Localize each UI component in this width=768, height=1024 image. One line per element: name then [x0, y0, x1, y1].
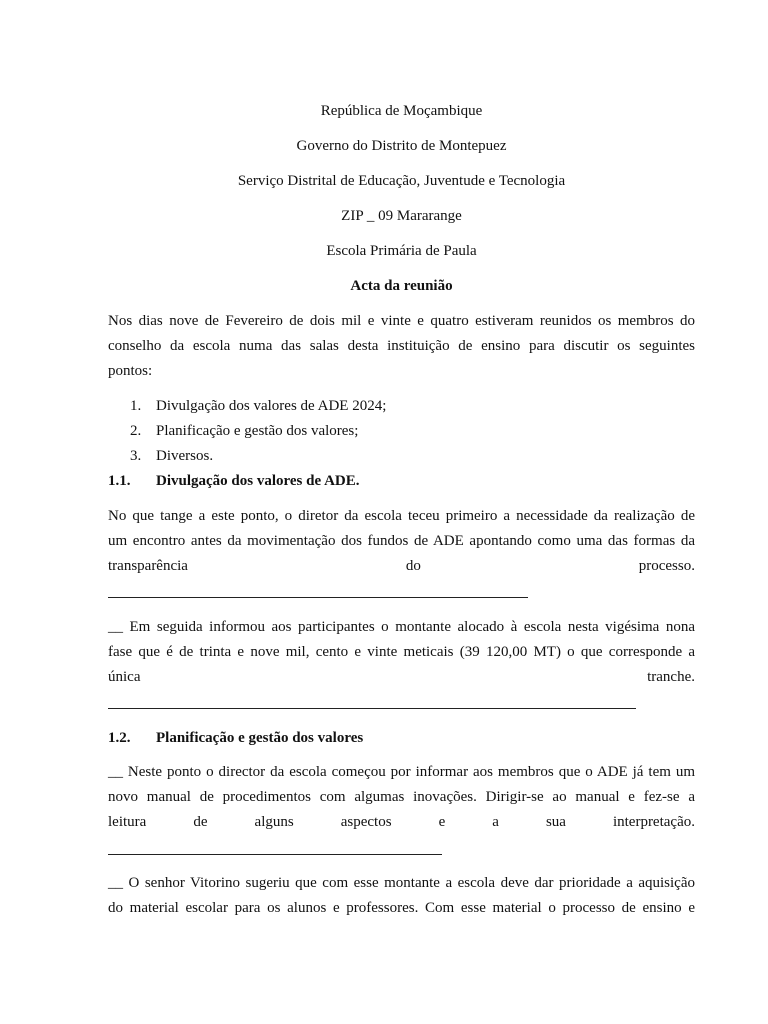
paragraph-line [108, 554, 695, 579]
section-heading [108, 728, 363, 748]
section2-paragraph2 [108, 871, 695, 921]
word: transparência [108, 558, 188, 574]
paragraph-line: __ Neste ponto o director da escola começou por informar aos membros que o ADE já tem um [108, 764, 695, 780]
agenda-text: Planificação e gestão dos valores; [156, 423, 359, 439]
paragraph-line: __ Em seguida informou aos participantes o montante alocado à escola nesta vigésima nona [108, 619, 695, 635]
word: processo. [638, 558, 695, 574]
word: de [193, 814, 208, 830]
agenda-item [130, 421, 358, 441]
word: sua [545, 814, 566, 830]
section-title: Planificação e gestão dos valores [156, 730, 364, 746]
header-country: República de Moçambique [320, 103, 483, 119]
agenda-item [130, 396, 386, 416]
paragraph-line: novo manual de procedimentos com algumas inovações. Dirigir-se ao manual e fez-se a [108, 789, 695, 805]
section1-paragraph2 [108, 615, 695, 690]
paragraph-line: do material escolar para os alunos e professores. Com esse material o processo de ensino e [108, 900, 695, 916]
agenda-item [130, 446, 213, 466]
fill-line [108, 854, 442, 855]
word: tranche. [647, 669, 695, 685]
section-number: 1.1. [108, 473, 131, 489]
agenda-number: 1. [130, 398, 142, 414]
document-title: Acta da reunião [350, 278, 453, 294]
intro-line: pontos: [108, 363, 153, 379]
fill-line [108, 708, 636, 709]
intro-line: conselho da escola numa das salas desta instituição de ensino para discutir os seguintes [108, 338, 695, 354]
intro-paragraph [108, 309, 695, 384]
word: e [438, 814, 446, 830]
paragraph-line: __ O senhor Vitorino sugeriu que com esse montante a escola deve dar prioridade a aquisição [108, 875, 695, 891]
word: interpretação. [612, 814, 695, 830]
paragraph-line [108, 665, 695, 690]
section2-paragraph1 [108, 760, 695, 835]
header-government: Governo do Distrito de Montepuez [296, 138, 507, 154]
word: aspectos [340, 814, 392, 830]
paragraph-line: No que tange a este ponto, o diretor da escola teceu primeiro a necessidade da realização de [108, 508, 695, 524]
section-heading [108, 471, 360, 491]
paragraph-line [108, 810, 695, 835]
fill-line [108, 597, 528, 598]
paragraph-line: fase que é de trinta e nove mil, cento e vinte meticais (39 120,00 MT) o que corresponde a [108, 644, 695, 660]
word: leitura [108, 814, 147, 830]
intro-line: Nos dias nove de Fevereiro de dois mil e vinte e quatro estiveram reunidos os membros do [108, 313, 695, 329]
header-school: Escola Primária de Paula [326, 243, 477, 259]
section-title: Divulgação dos valores de ADE. [156, 473, 360, 489]
word: do [405, 558, 421, 574]
header-service: Serviço Distrital de Educação, Juventude e Tecnologia [237, 173, 566, 189]
agenda-text: Divulgação dos valores de ADE 2024; [156, 398, 387, 414]
agenda-number: 3. [130, 448, 142, 464]
word: única [108, 669, 141, 685]
agenda-number: 2. [130, 423, 142, 439]
header-zip: ZIP _ 09 Mararange [341, 208, 462, 224]
section-number: 1.2. [108, 730, 131, 746]
word: alguns [254, 814, 294, 830]
agenda-text: Diversos. [156, 448, 214, 464]
paragraph-line: um encontro antes da movimentação dos fundos de ADE apontando como uma das formas da [108, 533, 695, 549]
document-page [108, 0, 695, 1024]
section1-paragraph1 [108, 504, 695, 579]
word: a [492, 814, 499, 830]
